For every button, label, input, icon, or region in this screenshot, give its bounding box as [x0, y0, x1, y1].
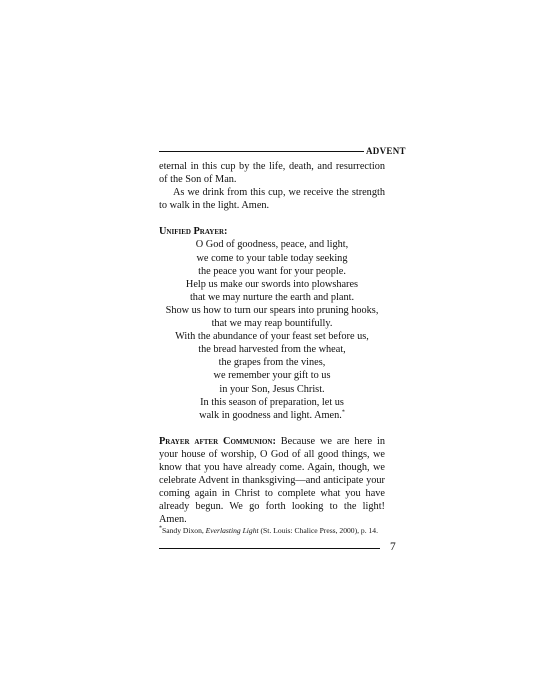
unified-prayer-heading: [159, 225, 385, 238]
footnote-title: Everlasting Light: [205, 526, 259, 535]
footnote-author: Sandy Dixon,: [162, 526, 206, 535]
prayer-after-communion-text: Because we are here in your house of worship, O God of all good things, we know that you have already come. Again, though, we celebrate Advent in thanksgiving—and anticipate your coming again in Christ to complete what you have already begun. We go forth looking to the light! Amen.: [159, 435, 385, 526]
page-body: [159, 160, 385, 526]
footnote: [159, 526, 399, 535]
prayer-footnote-mark: *: [341, 409, 345, 416]
prayer-line: O God of goodness, peace, and light,: [195, 239, 349, 251]
prayer-line: we remember your gift to us: [213, 370, 331, 382]
prayer-line: the bread harvested from the wheat,: [198, 344, 346, 356]
page-number: 7: [390, 541, 396, 553]
prayer-line: With the abundance of your feast set before us,: [175, 331, 369, 343]
prayer-line: [159, 409, 385, 422]
prayer-after-communion-label: Prayer after Communion:: [159, 435, 276, 447]
header-rule: [159, 151, 364, 152]
prayer-line-text: walk in goodness and light. Amen.: [199, 409, 342, 421]
prayer-line: Show us how to turn our spears into pruning hooks,: [165, 304, 379, 316]
section-header: ADVENT: [366, 146, 406, 156]
prayer-line: the peace you want for your people.: [198, 265, 346, 277]
prayer-line: Help us make our swords into plowshares: [185, 278, 359, 290]
prayer-line: we come to your table today seeking: [196, 252, 348, 264]
prayer-line: In this season of preparation, let us: [200, 396, 344, 408]
intro-paragraph-2: As we drink from this cup, we receive the strength to walk in the light. Amen.: [159, 187, 385, 212]
footnote-citation: (St. Louis: Chalice Press, 2000), p. 14.: [258, 526, 379, 535]
footnote-mark: *: [159, 525, 162, 532]
prayer-after-communion: [159, 435, 385, 527]
prayer-line: that we may reap bountifully.: [211, 318, 333, 330]
intro-paragraph-1: eternal in this cup by the life, death, and resurrection of the Son of Man.: [159, 161, 385, 186]
prayer-line: in your Son, Jesus Christ.: [219, 383, 325, 395]
prayer-line: the grapes from the vines,: [218, 357, 326, 369]
unified-prayer-text: [159, 238, 385, 421]
unified-prayer-label: Unified Prayer:: [159, 226, 228, 238]
footer-rule: [159, 548, 380, 549]
prayer-line: that we may nurture the earth and plant.: [189, 291, 355, 303]
